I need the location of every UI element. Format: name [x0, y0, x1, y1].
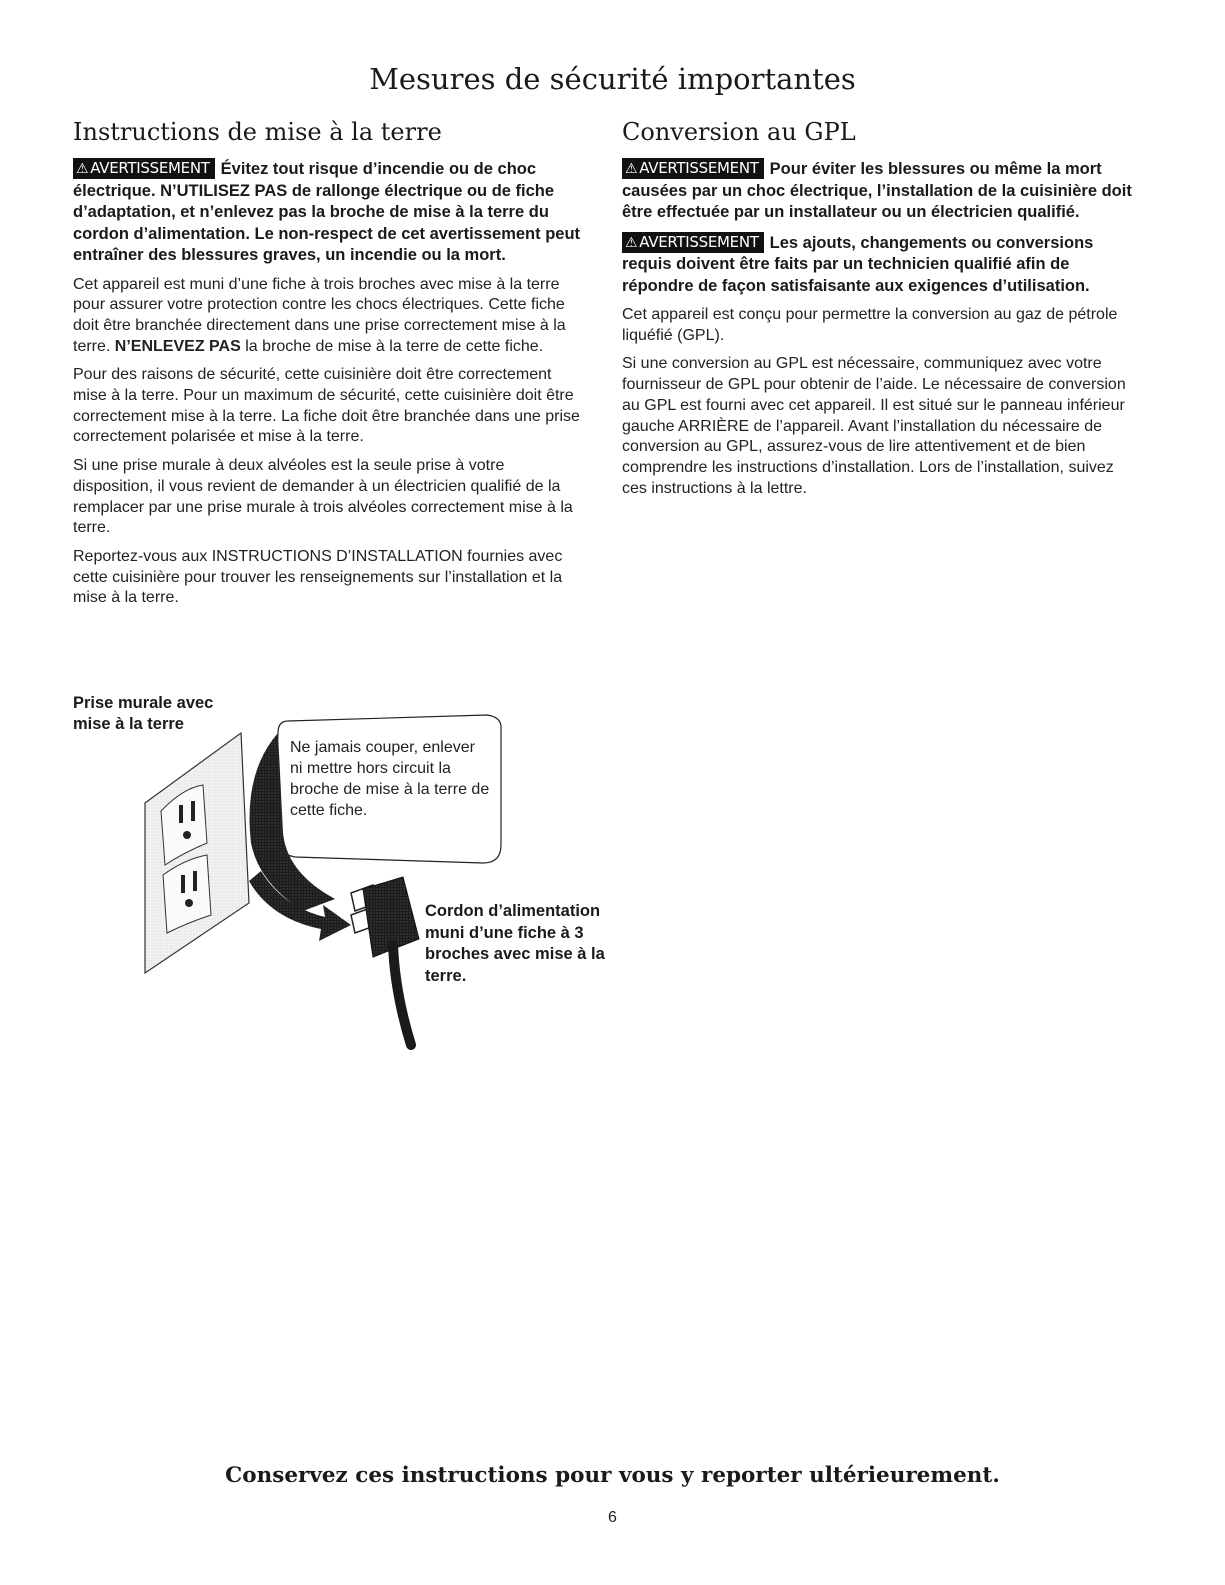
callout-text: Ne jamais couper, enlever ni mettre hors circuit la broche de mise à la terre de cette fiche. — [290, 739, 490, 819]
warning-badge — [622, 158, 764, 179]
grounding-para1-bold: N’ENLEVEZ PAS — [114, 337, 241, 355]
grounding-para1-a: Cet appareil est muni d’une fiche à trois broches avec mise à la terre pour assurer votre protection contre les chocs électriques. Cette fiche doit être branchée directement dans une prise correctement mise à la terre. — [73, 275, 566, 355]
grounding-heading: Instructions de mise à la terre — [73, 118, 442, 146]
outlet-label: Prise murale avec mise à la terre — [73, 694, 214, 733]
lpg-warning-2 — [622, 232, 1137, 298]
grounding-warning — [73, 158, 583, 267]
lpg-warning-2-text: Les ajouts, changements ou conversions requis doivent être faits par un technicien qualifié afin de répondre de façon satisfaisante aux exigences d’utilisation. — [622, 233, 1094, 295]
grounding-paragraph-3: Si une prise murale à deux alvéoles est la seule prise à votre disposition, il vous revient de demander à un électricien qualifié de la remplacer par une prise murale à trois alvéoles correctement mise à la terre. — [73, 457, 573, 537]
badge-label: AVERTISSEMENT — [639, 232, 759, 251]
lpg-paragraph-2: Si une conversion au GPL est nécessaire, communiquez avec votre fournisseur de GPL pour obtenir de l’aide. Le nécessaire de conversion au GPL est fourni avec cet appareil. Il est situé sur le panneau inférieur gauche ARRIÈRE de l’appareil. Avant l’installation du nécessaire de conversion au GPL, assurez-vous de lire attentivement et de bien comprendre les instructions d’installation. Lors de l’installation, suivez ces instructions à la lettre. — [622, 355, 1126, 497]
grounding-para1-b: la broche de mise à la terre de cette fiche. — [240, 337, 544, 355]
grounding-paragraph-4: Reportez-vous aux INSTRUCTIONS D’INSTALLATION fournies avec cette cuisinière pour trouver les renseignements sur l’installation et la mise à la terre. — [73, 547, 563, 607]
lpg-paragraph-1: Cet appareil est conçu pour permettre la conversion au gaz de pétrole liquéfié (GPL). — [622, 306, 1118, 344]
warning-triangle-icon: ⚠ — [625, 161, 638, 177]
footer-note: Conservez ces instructions pour vous y reporter ultérieurement. — [225, 1463, 1000, 1488]
grounding-section — [73, 118, 583, 617]
grounding-paragraph-1 — [73, 275, 583, 358]
page-title: Mesures de sécurité importantes — [369, 62, 856, 96]
grounding-paragraph-2: Pour des raisons de sécurité, cette cuisinière doit être correctement mise à la terre. Pour un maximum de sécurité, cette cuisinière doit être correctement mise à la terre. La fiche doit être branchée dans une prise correctement polarisée et mise à la terre. — [73, 366, 580, 446]
plug-and-cord — [351, 877, 419, 1045]
warning-badge — [73, 158, 215, 179]
lpg-warning-1-text: Pour éviter les blessures ou même la mort causées par un choc électrique, l’installation de la cuisinière doit être effectuée par un installateur ou un électricien qualifié. — [622, 160, 1132, 221]
grounding-warning-text: Évitez tout risque d’incendie ou de choc électrique. N’UTILISEZ PAS de rallonge électrique ou de fiche d’adaptation, et n’enlevez pas la broche de mise à la terre du cordon d’alimentation. Le non-respect de cet avertissement peut entraîner des blessures graves, un incendie ou la mort. — [73, 160, 581, 264]
warning-badge — [622, 232, 764, 253]
lpg-warning-1 — [622, 158, 1137, 224]
badge-label: AVERTISSEMENT — [90, 159, 210, 177]
cord-label: Cordon d’alimentation muni d’une fiche à 3 broches avec mise à la terre. — [425, 902, 605, 985]
grounding-figure — [73, 693, 633, 1063]
lpg-section — [622, 118, 1137, 507]
lpg-heading: Conversion au GPL — [622, 118, 856, 146]
page-number: 6 — [608, 1509, 617, 1526]
warning-triangle-icon: ⚠ — [76, 161, 89, 177]
wall-outlet-plate — [145, 733, 249, 973]
warning-triangle-icon: ⚠ — [625, 234, 638, 251]
badge-label: AVERTISSEMENT — [639, 159, 759, 177]
